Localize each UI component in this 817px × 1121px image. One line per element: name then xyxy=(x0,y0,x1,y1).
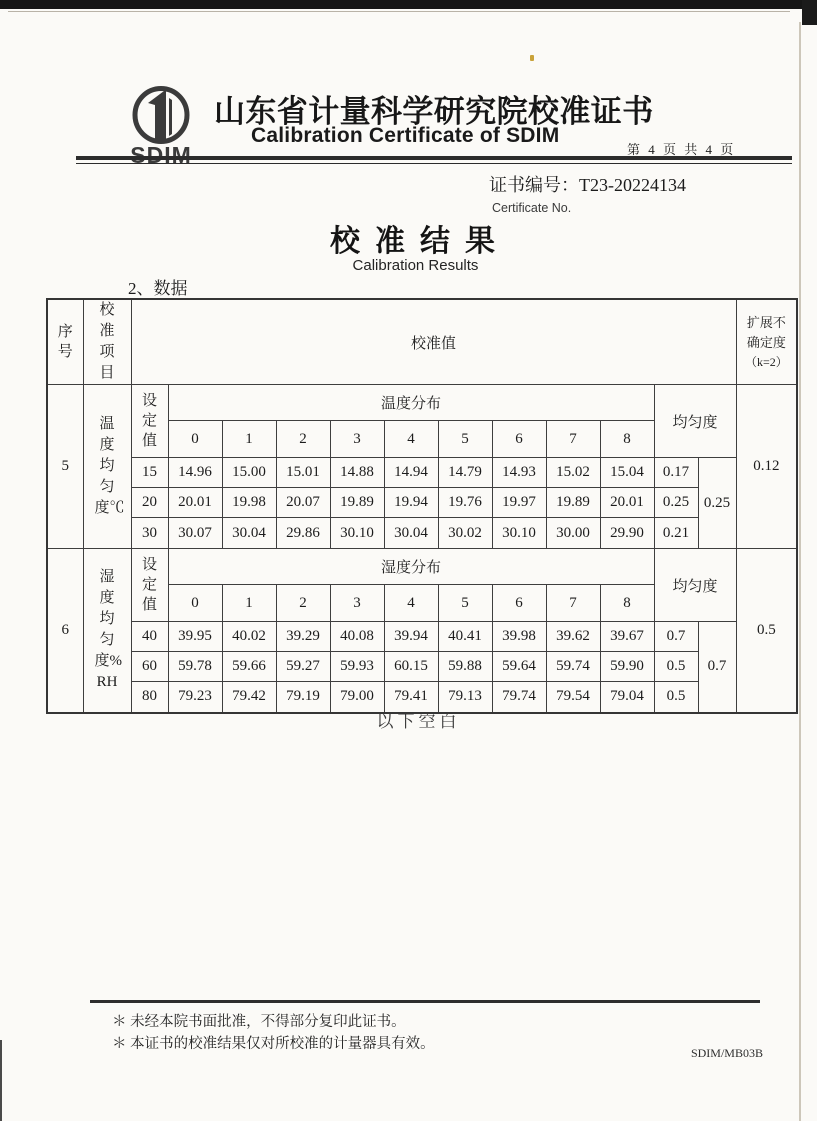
certificate-number-value: T23-20224134 xyxy=(579,175,686,195)
measure-cell: 59.93 xyxy=(330,652,384,682)
scan-artifact-corner xyxy=(802,0,817,25)
measure-cell: 59.74 xyxy=(546,652,600,682)
blank-below-note: 以下空白 xyxy=(376,712,461,731)
value-header-cell: 校准值 xyxy=(131,299,736,385)
scan-artifact-speck xyxy=(530,55,534,61)
certificate-number-label: 证书编号： xyxy=(489,175,579,195)
uniformity-cell: 0.17 xyxy=(654,458,698,488)
position-cell: 3 xyxy=(330,421,384,458)
measure-cell: 39.62 xyxy=(546,622,600,652)
measure-cell: 19.97 xyxy=(492,488,546,518)
measure-cell: 79.19 xyxy=(276,682,330,713)
position-cell: 1 xyxy=(222,421,276,458)
position-cell: 6 xyxy=(492,585,546,622)
measure-cell: 39.29 xyxy=(276,622,330,652)
set-value-cell: 20 xyxy=(131,488,168,518)
section-seq-cell: 6 xyxy=(47,549,83,713)
measure-cell: 40.41 xyxy=(438,622,492,652)
dist-label-cell: 温度分布 xyxy=(168,385,654,421)
max-uniformity-cell: 0.7 xyxy=(698,622,736,713)
position-cell: 5 xyxy=(438,585,492,622)
measure-cell: 79.00 xyxy=(330,682,384,713)
position-cell: 2 xyxy=(276,585,330,622)
scan-artifact-line xyxy=(8,11,790,12)
position-cell: 0 xyxy=(168,421,222,458)
measure-cell: 14.94 xyxy=(384,458,438,488)
form-code: SDIM/MB03B xyxy=(690,1046,763,1060)
uncertainty-value-cell: 0.12 xyxy=(736,385,797,549)
measure-cell: 59.64 xyxy=(492,652,546,682)
scan-artifact-top-bar xyxy=(0,0,817,9)
uncertainty-header-k: （k=2） xyxy=(744,354,788,369)
certificate-number-sublabel: Certificate No. xyxy=(492,201,572,215)
position-cell: 1 xyxy=(222,585,276,622)
set-value-cell: 15 xyxy=(131,458,168,488)
section-item-cell: 温度均匀度℃ xyxy=(83,385,131,549)
uncertainty-header-cell xyxy=(736,299,797,385)
measure-cell: 19.94 xyxy=(384,488,438,518)
certificate-title-cn: 山东省计量科学研究院校准证书 xyxy=(214,94,654,129)
uniformity-cell: 0.21 xyxy=(654,518,698,549)
measure-cell: 79.42 xyxy=(222,682,276,713)
measure-cell: 79.04 xyxy=(600,682,654,713)
set-label-cell: 设定值 xyxy=(131,549,168,622)
set-value-cell: 30 xyxy=(131,518,168,549)
position-cell: 3 xyxy=(330,585,384,622)
results-title-en: Calibration Results xyxy=(352,257,479,274)
measure-cell: 30.02 xyxy=(438,518,492,549)
set-value-cell: 80 xyxy=(131,682,168,713)
position-cell: 2 xyxy=(276,421,330,458)
measure-cell: 79.23 xyxy=(168,682,222,713)
footer-note: ＊ 未经本院书面批准，不得部分复印此证书。 xyxy=(112,1014,406,1030)
measure-cell: 30.10 xyxy=(492,518,546,549)
max-uniformity-cell: 0.25 xyxy=(698,458,736,549)
measure-cell: 15.02 xyxy=(546,458,600,488)
measure-cell: 40.02 xyxy=(222,622,276,652)
measure-cell: 79.13 xyxy=(438,682,492,713)
item-header-cell: 校准项目 xyxy=(83,299,131,385)
position-cell: 0 xyxy=(168,585,222,622)
measure-cell: 14.88 xyxy=(330,458,384,488)
measure-cell: 39.67 xyxy=(600,622,654,652)
measure-cell: 20.01 xyxy=(168,488,222,518)
set-value-cell: 40 xyxy=(131,622,168,652)
section-item-cell: 湿度均匀度%RH xyxy=(83,549,131,713)
seq-header-cell: 序号 xyxy=(47,299,83,385)
measure-cell: 14.96 xyxy=(168,458,222,488)
uniformity-cell: 0.7 xyxy=(654,622,698,652)
measure-cell: 19.89 xyxy=(330,488,384,518)
measure-cell: 29.86 xyxy=(276,518,330,549)
measure-cell: 15.04 xyxy=(600,458,654,488)
measure-cell: 59.66 xyxy=(222,652,276,682)
measure-cell: 15.00 xyxy=(222,458,276,488)
measure-cell: 59.27 xyxy=(276,652,330,682)
measure-cell: 19.76 xyxy=(438,488,492,518)
position-cell: 7 xyxy=(546,585,600,622)
measure-cell: 20.01 xyxy=(600,488,654,518)
measure-cell: 30.04 xyxy=(384,518,438,549)
measure-cell: 29.90 xyxy=(600,518,654,549)
header-divider xyxy=(76,156,792,164)
dist-label-cell: 湿度分布 xyxy=(168,549,654,585)
footer-divider xyxy=(90,1000,760,1003)
position-cell: 4 xyxy=(384,421,438,458)
set-value-cell: 60 xyxy=(131,652,168,682)
uniformity-label-cell: 均匀度 xyxy=(654,385,736,458)
measure-cell: 79.54 xyxy=(546,682,600,713)
measure-cell: 19.98 xyxy=(222,488,276,518)
measure-cell: 30.00 xyxy=(546,518,600,549)
position-cell: 8 xyxy=(600,585,654,622)
uncertainty-value-cell: 0.5 xyxy=(736,549,797,713)
measure-cell: 20.07 xyxy=(276,488,330,518)
page-number: 第 4 页 共 4 页 xyxy=(627,142,736,157)
measure-cell: 39.98 xyxy=(492,622,546,652)
measure-cell: 59.78 xyxy=(168,652,222,682)
results-title-cn: 校准结果 xyxy=(330,225,510,258)
position-cell: 7 xyxy=(546,421,600,458)
measure-cell: 19.89 xyxy=(546,488,600,518)
measure-cell: 79.41 xyxy=(384,682,438,713)
measure-cell: 40.08 xyxy=(330,622,384,652)
uniformity-cell: 0.25 xyxy=(654,488,698,518)
certificate-title-en: Calibration Certificate of SDIM xyxy=(251,124,560,147)
scan-artifact-page-edge xyxy=(799,22,801,1121)
measure-cell: 39.95 xyxy=(168,622,222,652)
measure-cell: 30.07 xyxy=(168,518,222,549)
data-section-heading: 2、数据 xyxy=(128,279,188,298)
calibration-results-table xyxy=(46,298,798,714)
logo-text: SDIM xyxy=(130,142,192,168)
section-seq-cell: 5 xyxy=(47,385,83,549)
measure-cell: 79.74 xyxy=(492,682,546,713)
measure-cell: 14.79 xyxy=(438,458,492,488)
measure-cell: 59.88 xyxy=(438,652,492,682)
measure-cell: 59.90 xyxy=(600,652,654,682)
scan-artifact-left-edge xyxy=(0,1040,2,1121)
uniformity-label-cell: 均匀度 xyxy=(654,549,736,622)
uniformity-cell: 0.5 xyxy=(654,652,698,682)
position-cell: 4 xyxy=(384,585,438,622)
uniformity-cell: 0.5 xyxy=(654,682,698,713)
position-cell: 8 xyxy=(600,421,654,458)
measure-cell: 60.15 xyxy=(384,652,438,682)
set-label-cell: 设定值 xyxy=(131,385,168,458)
certificate-number-line xyxy=(489,171,686,197)
position-cell: 6 xyxy=(492,421,546,458)
measure-cell: 14.93 xyxy=(492,458,546,488)
uncertainty-header-text: 扩展不确定度 xyxy=(746,314,786,350)
measure-cell: 15.01 xyxy=(276,458,330,488)
measure-cell: 30.10 xyxy=(330,518,384,549)
measure-cell: 39.94 xyxy=(384,622,438,652)
measure-cell: 30.04 xyxy=(222,518,276,549)
footer-note: ＊ 本证书的校准结果仅对所校准的计量器具有效。 xyxy=(112,1036,435,1052)
position-cell: 5 xyxy=(438,421,492,458)
